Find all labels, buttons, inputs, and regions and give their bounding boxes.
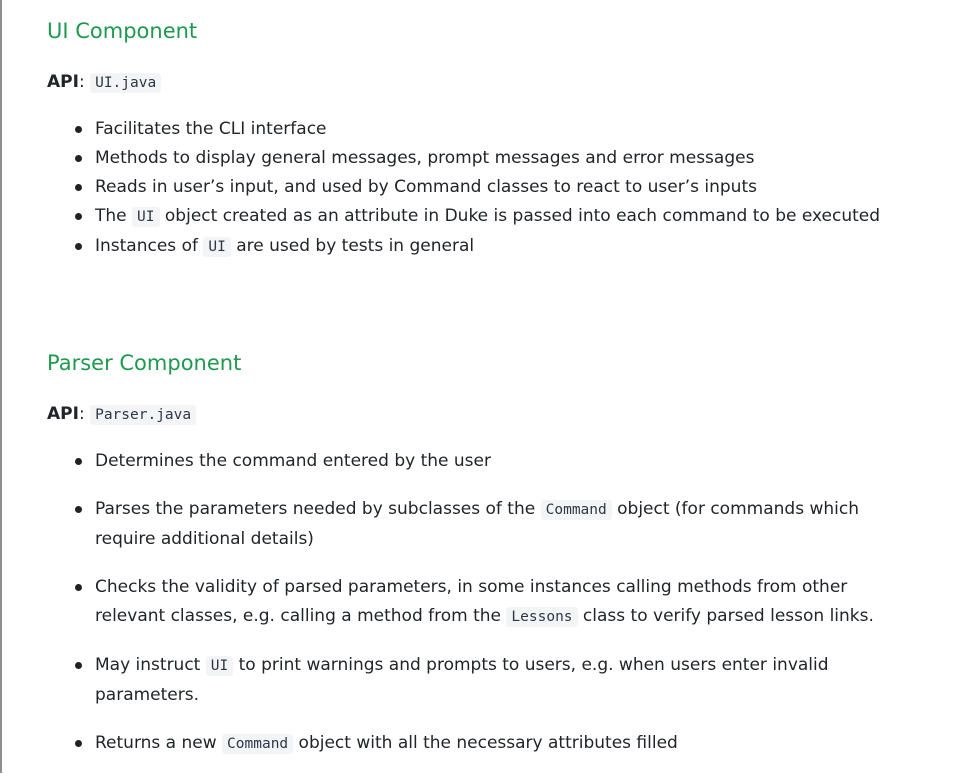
bullet-icon bbox=[75, 584, 82, 591]
ui-component-heading: UI Component bbox=[47, 19, 198, 43]
ui-api-file: UI.java bbox=[90, 73, 161, 93]
bullet-icon bbox=[75, 506, 82, 513]
list-item: Parses the parameters needed by subclasses of the Command object (for commands which require additional details) bbox=[47, 495, 927, 554]
left-border bbox=[0, 0, 2, 773]
bullet-icon bbox=[75, 213, 82, 220]
api-label: API bbox=[47, 404, 79, 424]
inline-code: Lessons bbox=[506, 607, 577, 627]
list-item: The UI object created as an attribute in Duke is passed into each command to be executed bbox=[47, 202, 927, 232]
parser-api-line: API: Parser.java bbox=[47, 401, 196, 428]
ui-list bbox=[47, 115, 927, 262]
ui-api-line: API: UI.java bbox=[47, 69, 161, 96]
list-item: Checks the validity of parsed parameters, in some instances calling methods from other relevant classes, e.g. calling a method from the Lessons class to verify parsed lesson links. bbox=[47, 573, 927, 632]
list-item: Reads in user’s input, and used by Command classes to react to user’s inputs bbox=[47, 173, 927, 202]
parser-list bbox=[47, 447, 927, 778]
list-item: Facilitates the CLI interface bbox=[47, 115, 927, 144]
bullet-icon bbox=[75, 740, 82, 747]
bullet-icon bbox=[75, 126, 82, 133]
bullet-icon bbox=[75, 662, 82, 669]
inline-code: UI bbox=[206, 656, 233, 676]
bullet-icon bbox=[75, 243, 82, 250]
list-item: Determines the command entered by the user bbox=[47, 447, 927, 476]
inline-code: UI bbox=[132, 207, 159, 227]
parser-component-heading: Parser Component bbox=[47, 351, 242, 375]
inline-code: UI bbox=[203, 237, 230, 257]
list-item: Returns a new Command object with all the necessary attributes filled bbox=[47, 729, 927, 759]
list-item: Instances of UI are used by tests in general bbox=[47, 232, 927, 262]
parser-api-file: Parser.java bbox=[90, 405, 196, 425]
bullet-icon bbox=[75, 155, 82, 162]
inline-code: Command bbox=[541, 500, 612, 520]
bullet-icon bbox=[75, 458, 82, 465]
bullet-icon bbox=[75, 184, 82, 191]
list-item: May instruct UI to print warnings and prompts to users, e.g. when users enter invalid parameters. bbox=[47, 651, 927, 710]
inline-code: Command bbox=[222, 734, 293, 754]
list-item: Methods to display general messages, prompt messages and error messages bbox=[47, 144, 927, 173]
api-label: API bbox=[47, 72, 79, 92]
